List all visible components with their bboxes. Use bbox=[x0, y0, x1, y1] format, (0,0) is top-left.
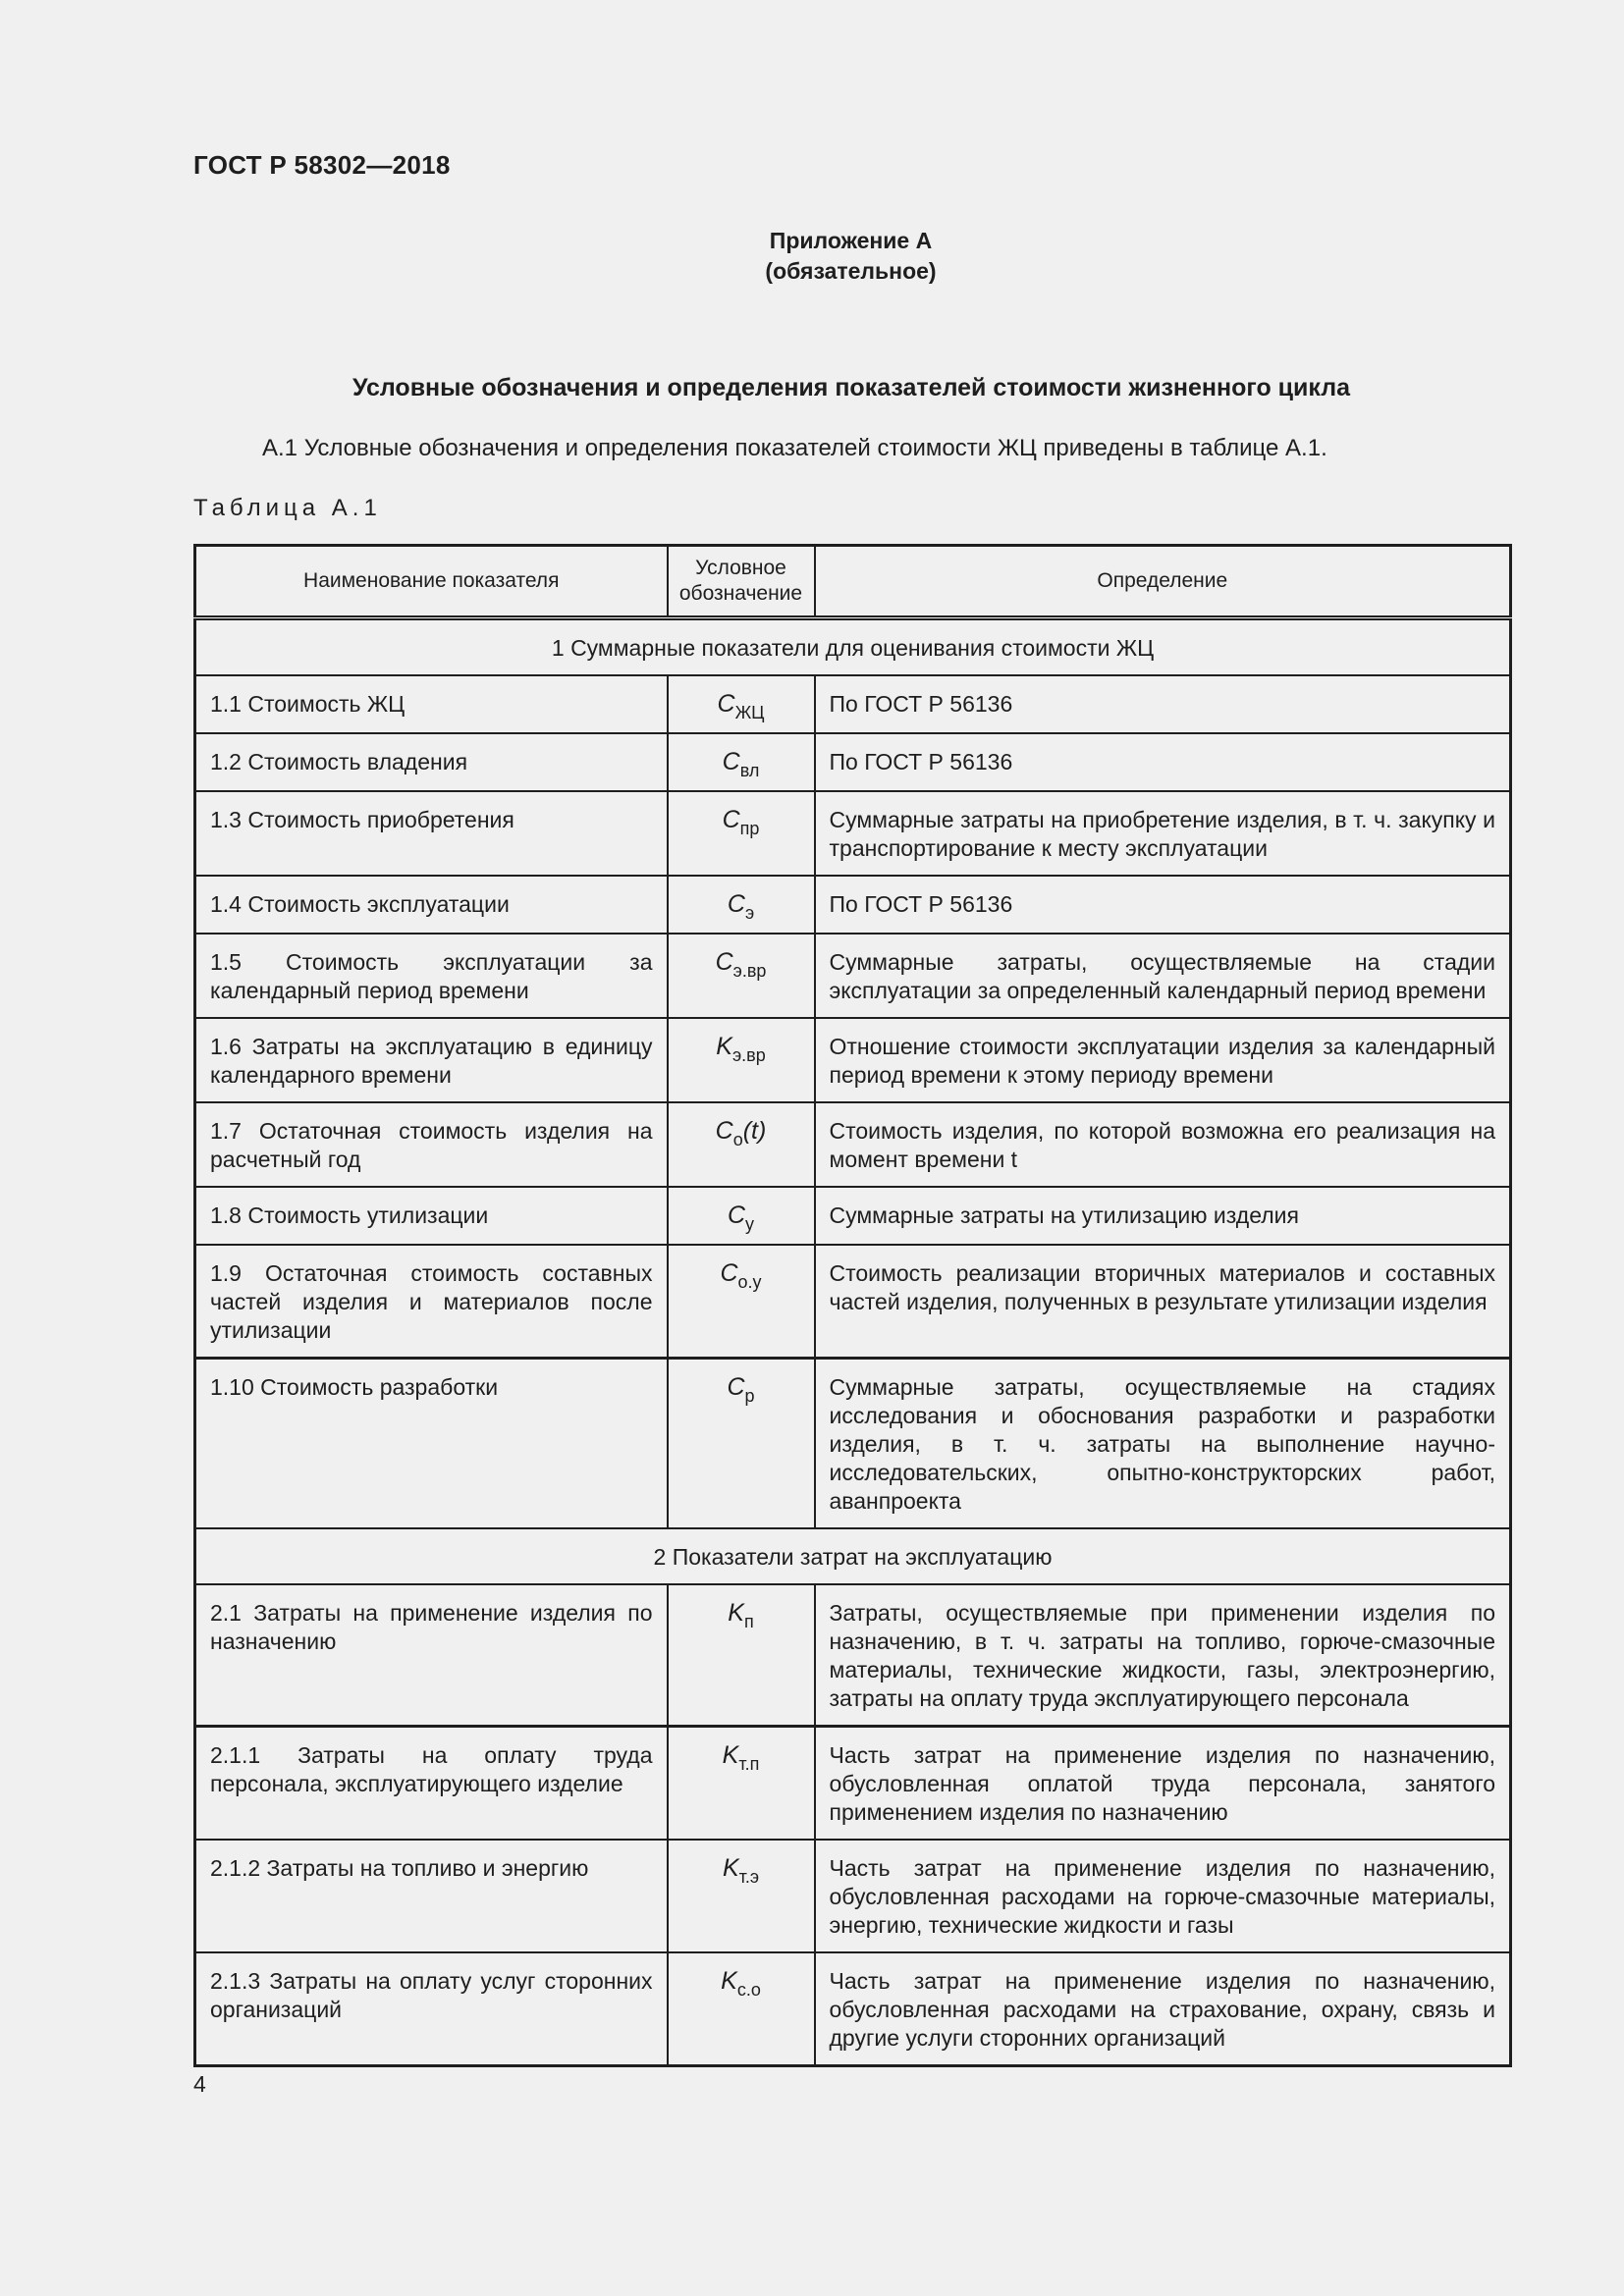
symbol-subscript: т.э bbox=[738, 1867, 760, 1887]
header-definition: Определение bbox=[815, 546, 1511, 618]
indicator-name: 1.3 Стоимость приобретения bbox=[195, 791, 668, 876]
indicator-symbol bbox=[668, 1727, 815, 1841]
section-title-cell: 1 Суммарные показатели для оценивания стоимости ЖЦ bbox=[195, 618, 1511, 676]
symbol-subscript: о.у bbox=[737, 1272, 762, 1292]
table-row bbox=[195, 1102, 1511, 1187]
indicator-definition: По ГОСТ Р 56136 bbox=[815, 675, 1511, 733]
indicator-definition: Суммарные затраты, осуществляемые на стадиях исследования и обоснования разработки и разработки изделия, в т. ч. затраты на выполнение научно-исследовательских, опытно-конструкторских работ, аванпроекта bbox=[815, 1359, 1511, 1529]
table-body bbox=[195, 618, 1511, 2066]
appendix-title: Приложение А bbox=[769, 228, 933, 253]
symbol-subscript: э bbox=[744, 903, 755, 923]
indicator-definition: Часть затрат на применение изделия по назначению, обусловленная расходами на страхование, охрану, связь и другие услуги сторонних организаций bbox=[815, 1952, 1511, 2066]
indicator-symbol bbox=[668, 733, 815, 791]
indicator-definition: Стоимость реализации вторичных материалов и составных частей изделия, полученных в результате утилизации изделия bbox=[815, 1245, 1511, 1359]
indicator-symbol bbox=[668, 1952, 815, 2066]
indicator-symbol bbox=[668, 876, 815, 934]
appendix-heading bbox=[0, 226, 1624, 287]
table-row bbox=[195, 876, 1511, 934]
header-name: Наименование показателя bbox=[195, 546, 668, 618]
symbol-subscript: ЖЦ bbox=[734, 703, 765, 722]
symbol-letter: C bbox=[717, 690, 735, 718]
indicator-symbol bbox=[668, 1359, 815, 1529]
symbol-subscript: вл bbox=[739, 761, 760, 780]
symbol-subscript: э.вр bbox=[732, 961, 767, 981]
document-code: ГОСТ Р 58302—2018 bbox=[193, 150, 451, 180]
section-title-cell: 2 Показатели затрат на эксплуатацию bbox=[195, 1528, 1511, 1584]
indicator-definition: Суммарные затраты на утилизацию изделия bbox=[815, 1187, 1511, 1245]
section-row bbox=[195, 618, 1511, 676]
indicator-symbol bbox=[668, 1245, 815, 1359]
indicator-definition: Стоимость изделия, по которой возможна его реализация на момент времени t bbox=[815, 1102, 1511, 1187]
header-symbol: Условное обозначение bbox=[668, 546, 815, 618]
symbol-letter: C bbox=[727, 890, 745, 918]
indicator-definition: По ГОСТ Р 56136 bbox=[815, 876, 1511, 934]
appendix-status: (обязательное) bbox=[765, 258, 937, 284]
symbol-subscript: с.о bbox=[736, 1980, 761, 2000]
indicator-definition: По ГОСТ Р 56136 bbox=[815, 733, 1511, 791]
table-row bbox=[195, 733, 1511, 791]
indicator-symbol bbox=[668, 1584, 815, 1727]
indicator-symbol bbox=[668, 934, 815, 1018]
indicator-name: 1.4 Стоимость эксплуатации bbox=[195, 876, 668, 934]
indicator-definition: Затраты, осуществляемые при применении изделия по назначению, в т. ч. затраты на топливо, горюче-смазочные материалы, технические жидкости, газы, электроэнергию, затраты на оплату труда эксплуатирующего персонала bbox=[815, 1584, 1511, 1727]
indicators-table bbox=[193, 544, 1512, 2067]
symbol-letter: C bbox=[720, 1259, 738, 1287]
symbol-subscript: п bbox=[743, 1612, 754, 1631]
indicator-name: 1.1 Стоимость ЖЦ bbox=[195, 675, 668, 733]
table-row bbox=[195, 1187, 1511, 1245]
indicator-name: 1.2 Стоимость владения bbox=[195, 733, 668, 791]
indicator-name: 1.8 Стоимость утилизации bbox=[195, 1187, 668, 1245]
table-row bbox=[195, 1018, 1511, 1102]
indicator-name: 1.9 Остаточная стоимость составных частей изделия и материалов после утилизации bbox=[195, 1245, 668, 1359]
table-row bbox=[195, 1359, 1511, 1529]
table-row bbox=[195, 1245, 1511, 1359]
indicator-definition: Суммарные затраты на приобретение изделия, в т. ч. закупку и транспортирование к месту эксплуатации bbox=[815, 791, 1511, 876]
indicator-definition: Суммарные затраты, осуществляемые на стадии эксплуатации за определенный календарный период времени bbox=[815, 934, 1511, 1018]
indicator-symbol bbox=[668, 1102, 815, 1187]
indicator-name: 1.10 Стоимость разработки bbox=[195, 1359, 668, 1529]
table-header-row bbox=[195, 546, 1511, 618]
symbol-letter: C bbox=[722, 748, 740, 775]
table-caption: Таблица А.1 bbox=[193, 495, 382, 521]
table-row bbox=[195, 675, 1511, 733]
symbol-subscript: р bbox=[744, 1386, 755, 1406]
indicator-symbol bbox=[668, 1018, 815, 1102]
table-row bbox=[195, 1584, 1511, 1727]
symbol-letter: C bbox=[715, 948, 733, 976]
indicator-symbol bbox=[668, 791, 815, 876]
indicator-name: 2.1 Затраты на применение изделия по назначению bbox=[195, 1584, 668, 1727]
section-row bbox=[195, 1528, 1511, 1584]
symbol-letter: C bbox=[727, 1373, 745, 1401]
indicator-name: 1.7 Остаточная стоимость изделия на расчетный год bbox=[195, 1102, 668, 1187]
indicator-name: 2.1.1 Затраты на оплату труда персонала, эксплуатирующего изделие bbox=[195, 1727, 668, 1841]
symbol-letter: K bbox=[722, 1854, 739, 1882]
intro-paragraph: А.1 Условные обозначения и определения показателей стоимости ЖЦ приведены в таблице А.1. bbox=[262, 435, 1327, 461]
indicator-definition: Отношение стоимости эксплуатации изделия за календарный период времени к этому периоду времени bbox=[815, 1018, 1511, 1102]
symbol-letter: K bbox=[722, 1741, 739, 1769]
section-title: Условные обозначения и определения показателей стоимости жизненного цикла bbox=[352, 374, 1350, 401]
symbol-letter: C bbox=[722, 806, 740, 833]
symbol-letter: C bbox=[727, 1201, 746, 1229]
symbol-letter: C bbox=[715, 1117, 733, 1145]
symbol-subscript: о bbox=[732, 1130, 743, 1149]
symbol-subscript: э.вр bbox=[731, 1045, 766, 1065]
indicator-definition: Часть затрат на применение изделия по назначению, обусловленная оплатой труда персонала, занятого применением изделия по назначению bbox=[815, 1727, 1511, 1841]
symbol-letter: K bbox=[721, 1967, 737, 1995]
symbol-subscript: т.п bbox=[738, 1754, 760, 1774]
table-row bbox=[195, 934, 1511, 1018]
table-row bbox=[195, 1840, 1511, 1952]
table-row bbox=[195, 791, 1511, 876]
indicator-name: 2.1.2 Затраты на топливо и энергию bbox=[195, 1840, 668, 1952]
symbol-subscript: у bbox=[745, 1214, 755, 1234]
indicator-symbol bbox=[668, 1187, 815, 1245]
indicator-name: 1.6 Затраты на эксплуатацию в единицу календарного времени bbox=[195, 1018, 668, 1102]
symbol-subscript: пр bbox=[739, 819, 760, 838]
table-row bbox=[195, 1727, 1511, 1841]
indicator-symbol bbox=[668, 675, 815, 733]
table-row bbox=[195, 1952, 1511, 2066]
indicator-name: 2.1.3 Затраты на оплату услуг сторонних организаций bbox=[195, 1952, 668, 2066]
symbol-suffix: (t) bbox=[742, 1117, 767, 1145]
symbol-letter: K bbox=[728, 1599, 744, 1627]
indicator-definition: Часть затрат на применение изделия по назначению, обусловленная расходами на горюче-смазочные материалы, энергию, технические жидкости и газы bbox=[815, 1840, 1511, 1952]
indicator-symbol bbox=[668, 1840, 815, 1952]
page-number: 4 bbox=[193, 2071, 206, 2097]
symbol-letter: K bbox=[716, 1033, 732, 1060]
indicator-name: 1.5 Стоимость эксплуатации за календарный период времени bbox=[195, 934, 668, 1018]
